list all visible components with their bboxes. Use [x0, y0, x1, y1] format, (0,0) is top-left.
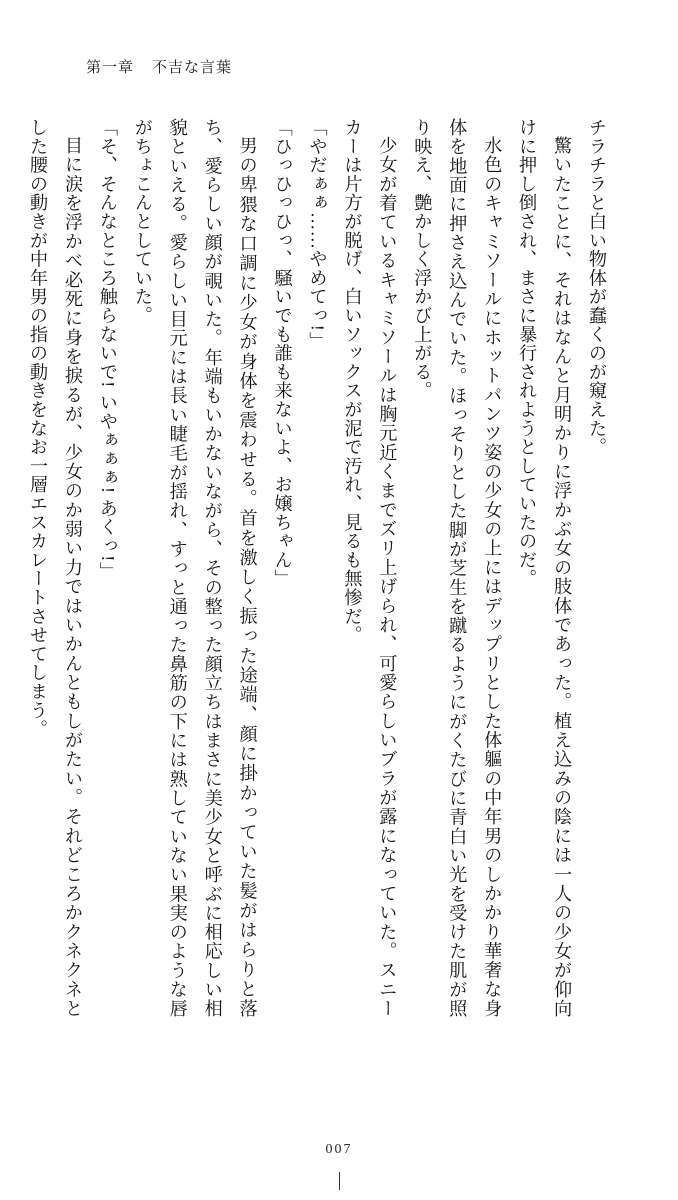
- paragraph: 男の卑猥な口調に少女が身体を震わせる。首を激しく振った途端、顔に掛かっていた髪がはらりと落ち、愛らしい顔が覗いた。年端もいかないながら、その整った顔立ちはまさに美少女と呼ぶに相応しい相貌といえる。愛らしい目元には長い睫毛が揺れ、すっと通った鼻筋の下には熟していない果実のような唇がちょこんとしていた。: [132, 118, 258, 1018]
- folio-tick: [339, 1172, 340, 1190]
- running-head: [86, 56, 232, 77]
- paragraph: 水色のキャミソールにホットパンツ姿の少女の上にはデップリとした体軀の中年男のしかかり華奢な身体を地面に押さえ込んでいた。ほっそりとした脚が芝生を蹴るようにがくたびに青白い光を受けた肌が照り映え、艶かしく浮かび上がる。: [412, 118, 503, 1018]
- page-number: 007: [325, 1142, 353, 1157]
- paragraph: 目に涙を浮かべ必死に身を捩るが、少女のか弱い力ではいかんともしがたい。それどころかクネクネとした腰の動きが中年男の指の動きをなお一層エスカレートさせてしまう。: [28, 118, 83, 1018]
- paragraph: 「やだぁぁ……やめてっ!」: [307, 118, 328, 351]
- chapter-title: 不吉な言葉: [152, 60, 233, 76]
- paragraph: 驚いたことに、それはなんと月明かりに浮かぶ女の肢体であった。植え込みの陰には一人の少女が仰向けに押し倒され、まさに暴行されようとしていたのだ。: [517, 118, 573, 1018]
- chapter-number: 第一章: [86, 60, 135, 76]
- paragraph: 少女が着ているキャミソールは胸元近くまでズリ上げられ、可愛らしいブラが露になっていた。スニーカーは片方が脱げ、白いソックスが泥で汚れ、見るも無惨だ。: [342, 118, 398, 1018]
- body-text: [28, 118, 614, 1018]
- paragraph: 「そ、そんなところ触らないで! いやぁぁぁ! あくっ!」: [97, 118, 118, 581]
- paragraph: チラチラと白い物体が蠢くのが窺えた。: [587, 118, 607, 457]
- paragraph: 「ひっひっひっ、騒いでも誰も来ないよ、お嬢ちゃん」: [272, 118, 293, 588]
